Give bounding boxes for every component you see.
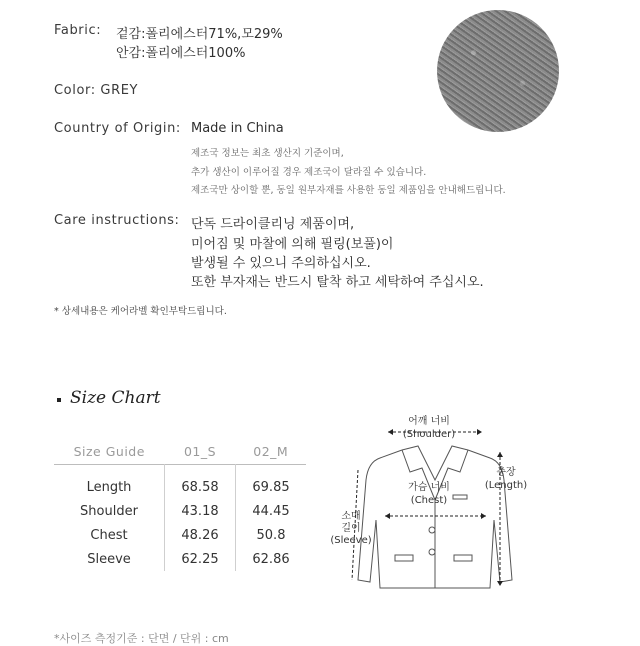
table-row	[54, 499, 306, 523]
color-text: Color: GREY	[54, 83, 139, 98]
size-m-header: 02_M	[253, 443, 289, 459]
size-chart-bullet	[57, 398, 61, 402]
left-pocket	[395, 555, 413, 561]
size-m-value: 44.45	[236, 499, 307, 523]
care-label: Care instructions:	[54, 213, 180, 228]
size-s-value: 62.25	[165, 547, 236, 571]
care-line-4: 또한 부자재는 반드시 탈착 하고 세탁하여 주십시오.	[191, 275, 484, 290]
button-icon	[429, 549, 435, 555]
size-m-value: 50.8	[236, 523, 307, 547]
size-guide-header: Size Guide	[73, 443, 145, 459]
size-s-value: 48.26	[165, 523, 236, 547]
length-label-en: (Length)	[484, 480, 528, 491]
fabric-lining-value: 안감:폴리에스터100%	[116, 46, 246, 61]
right-pocket	[454, 555, 472, 561]
row-label: Chest	[90, 527, 128, 543]
size-s-header: 01_S	[183, 443, 217, 459]
chest-label-en: (Chest)	[410, 495, 448, 506]
care-line-1: 단독 드라이클리닝 제품이며,	[191, 217, 355, 232]
size-s-value: 43.18	[165, 499, 236, 523]
size-s-value: 68.58	[165, 465, 236, 500]
row-label: Shoulder	[80, 503, 138, 519]
care-line-2: 미어짐 및 마찰에 의해 필링(보풀)이	[191, 237, 394, 252]
measurement-note: *사이즈 측정기준 : 단면 / 단위 : cm	[54, 632, 229, 645]
fabric-label: Fabric:	[54, 23, 102, 38]
size-m-value: 69.85	[236, 465, 307, 500]
shoulder-label-en: (Shoulder)	[402, 429, 456, 440]
size-m-value: 62.86	[236, 547, 307, 571]
table-row	[54, 547, 306, 571]
origin-note-3: 제조국만 상이할 뿐, 동일 원부자재를 사용한 동일 제품임을 안내해드립니다.	[191, 185, 506, 196]
care-line-3: 발생될 수 있으니 주의하십시오.	[191, 256, 371, 271]
origin-note-1: 제조국 정보는 최초 생산지 기준이며,	[191, 148, 344, 159]
shoulder-label-ko: 어깨 너비	[408, 416, 450, 427]
origin-note-2: 추가 생산이 이루어질 경우 제조국이 달라질 수 있습니다.	[191, 167, 427, 178]
care-footnote: * 상세내용은 케어라벨 확인부탁드립니다.	[54, 306, 227, 317]
size-chart-title: Size Chart	[70, 388, 161, 408]
origin-value: Made in China	[191, 121, 284, 136]
length-label-ko: 총장	[496, 467, 516, 478]
sleeve-label-ko-2: 길이	[341, 523, 361, 534]
row-label: Length	[86, 479, 132, 495]
sleeve-label-ko-1: 소매	[341, 511, 361, 522]
fabric-outer-value: 겉감:폴리에스터71%,모29%	[116, 27, 283, 42]
size-table-header-row	[54, 438, 306, 465]
table-row	[54, 465, 306, 500]
size-table	[54, 438, 306, 571]
chest-label-ko: 가슴 너비	[408, 482, 450, 493]
button-icon	[429, 527, 435, 533]
fabric-swatch-image	[437, 10, 559, 132]
sleeve-label-en: (Sleeve)	[330, 535, 372, 546]
origin-label: Country of Origin:	[54, 121, 181, 136]
table-row	[54, 523, 306, 547]
row-label: Sleeve	[87, 551, 131, 567]
jacket-collar	[402, 446, 468, 480]
